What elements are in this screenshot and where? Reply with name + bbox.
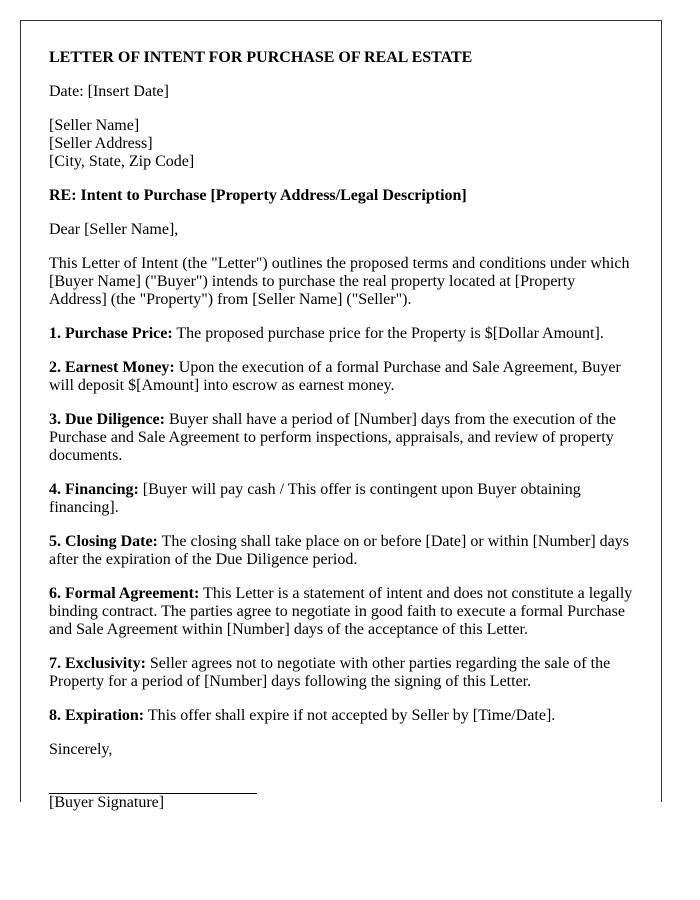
term-text: Buyer shall have a period of [Number] days from the execution of the Purchase and Sale Agreement to perform inspections, appraisals, and review of property documents. [49, 411, 616, 464]
term-exclusivity [49, 655, 633, 691]
term-text: Seller agrees not to negotiate with other parties regarding the sale of the Property for a period of [Number] days following the signing of this Letter. [49, 655, 611, 690]
signature-block [49, 793, 633, 812]
term-label: 3. Due Diligence: [49, 411, 165, 428]
term-label: 2. Earnest Money: [49, 359, 175, 376]
signature-label: [Buyer Signature] [49, 794, 165, 811]
term-text: The closing shall take place on or before [Date] or within [Number] days after the expiration of the Due Diligence period. [49, 533, 629, 568]
letter-content [21, 21, 661, 812]
recipient-block [49, 117, 633, 171]
letter-title: LETTER OF INTENT FOR PURCHASE OF REAL ESTATE [49, 49, 473, 66]
salutation: Dear [Seller Name], [49, 221, 179, 238]
term-text: Upon the execution of a formal Purchase and Sale Agreement, Buyer will deposit $[Amount] into escrow as earnest money. [49, 359, 621, 394]
term-text: This offer shall expire if not accepted by Seller by [Time/Date]. [144, 707, 556, 724]
term-label: 8. Expiration: [49, 707, 145, 724]
term-expiration [49, 707, 633, 725]
term-due-diligence [49, 411, 633, 465]
term-earnest-money [49, 359, 633, 395]
re-line: RE: Intent to Purchase [Property Address/Legal Description] [49, 187, 467, 204]
intro-paragraph: This Letter of Intent (the "Letter") outlines the proposed terms and conditions under which [Buyer Name] ("Buyer") intends to purchase the real property located at [Property Address] (the "Property") from [Seller Name] ("Seller"). [49, 255, 630, 308]
term-text: The proposed purchase price for the Property is $[Dollar Amount]. [172, 325, 604, 342]
term-label: 5. Closing Date: [49, 533, 158, 550]
date-line: Date: [Insert Date] [49, 83, 169, 100]
recipient-name: [Seller Name] [49, 117, 140, 134]
term-label: 1. Purchase Price: [49, 325, 173, 342]
term-formal-agreement [49, 585, 633, 639]
term-financing [49, 481, 633, 517]
letter-page [20, 20, 662, 811]
term-purchase-price [49, 325, 633, 343]
recipient-address: [Seller Address] [49, 135, 153, 152]
term-closing-date [49, 533, 633, 569]
term-text: [Buyer will pay cash / This offer is contingent upon Buyer obtaining financing]. [49, 481, 581, 516]
term-label: 4. Financing: [49, 481, 139, 498]
term-label: 7. Exclusivity: [49, 655, 146, 672]
closing-line: Sincerely, [49, 741, 113, 758]
term-text: This Letter is a statement of intent and does not constitute a legally binding contract. The parties agree to negotiate in good faith to execute a formal Purchase and Sale Agreement within [Number] days of the acceptance of this Letter. [49, 585, 633, 638]
term-label: 6. Formal Agreement: [49, 585, 200, 602]
recipient-city-state-zip: [City, State, Zip Code] [49, 153, 195, 170]
